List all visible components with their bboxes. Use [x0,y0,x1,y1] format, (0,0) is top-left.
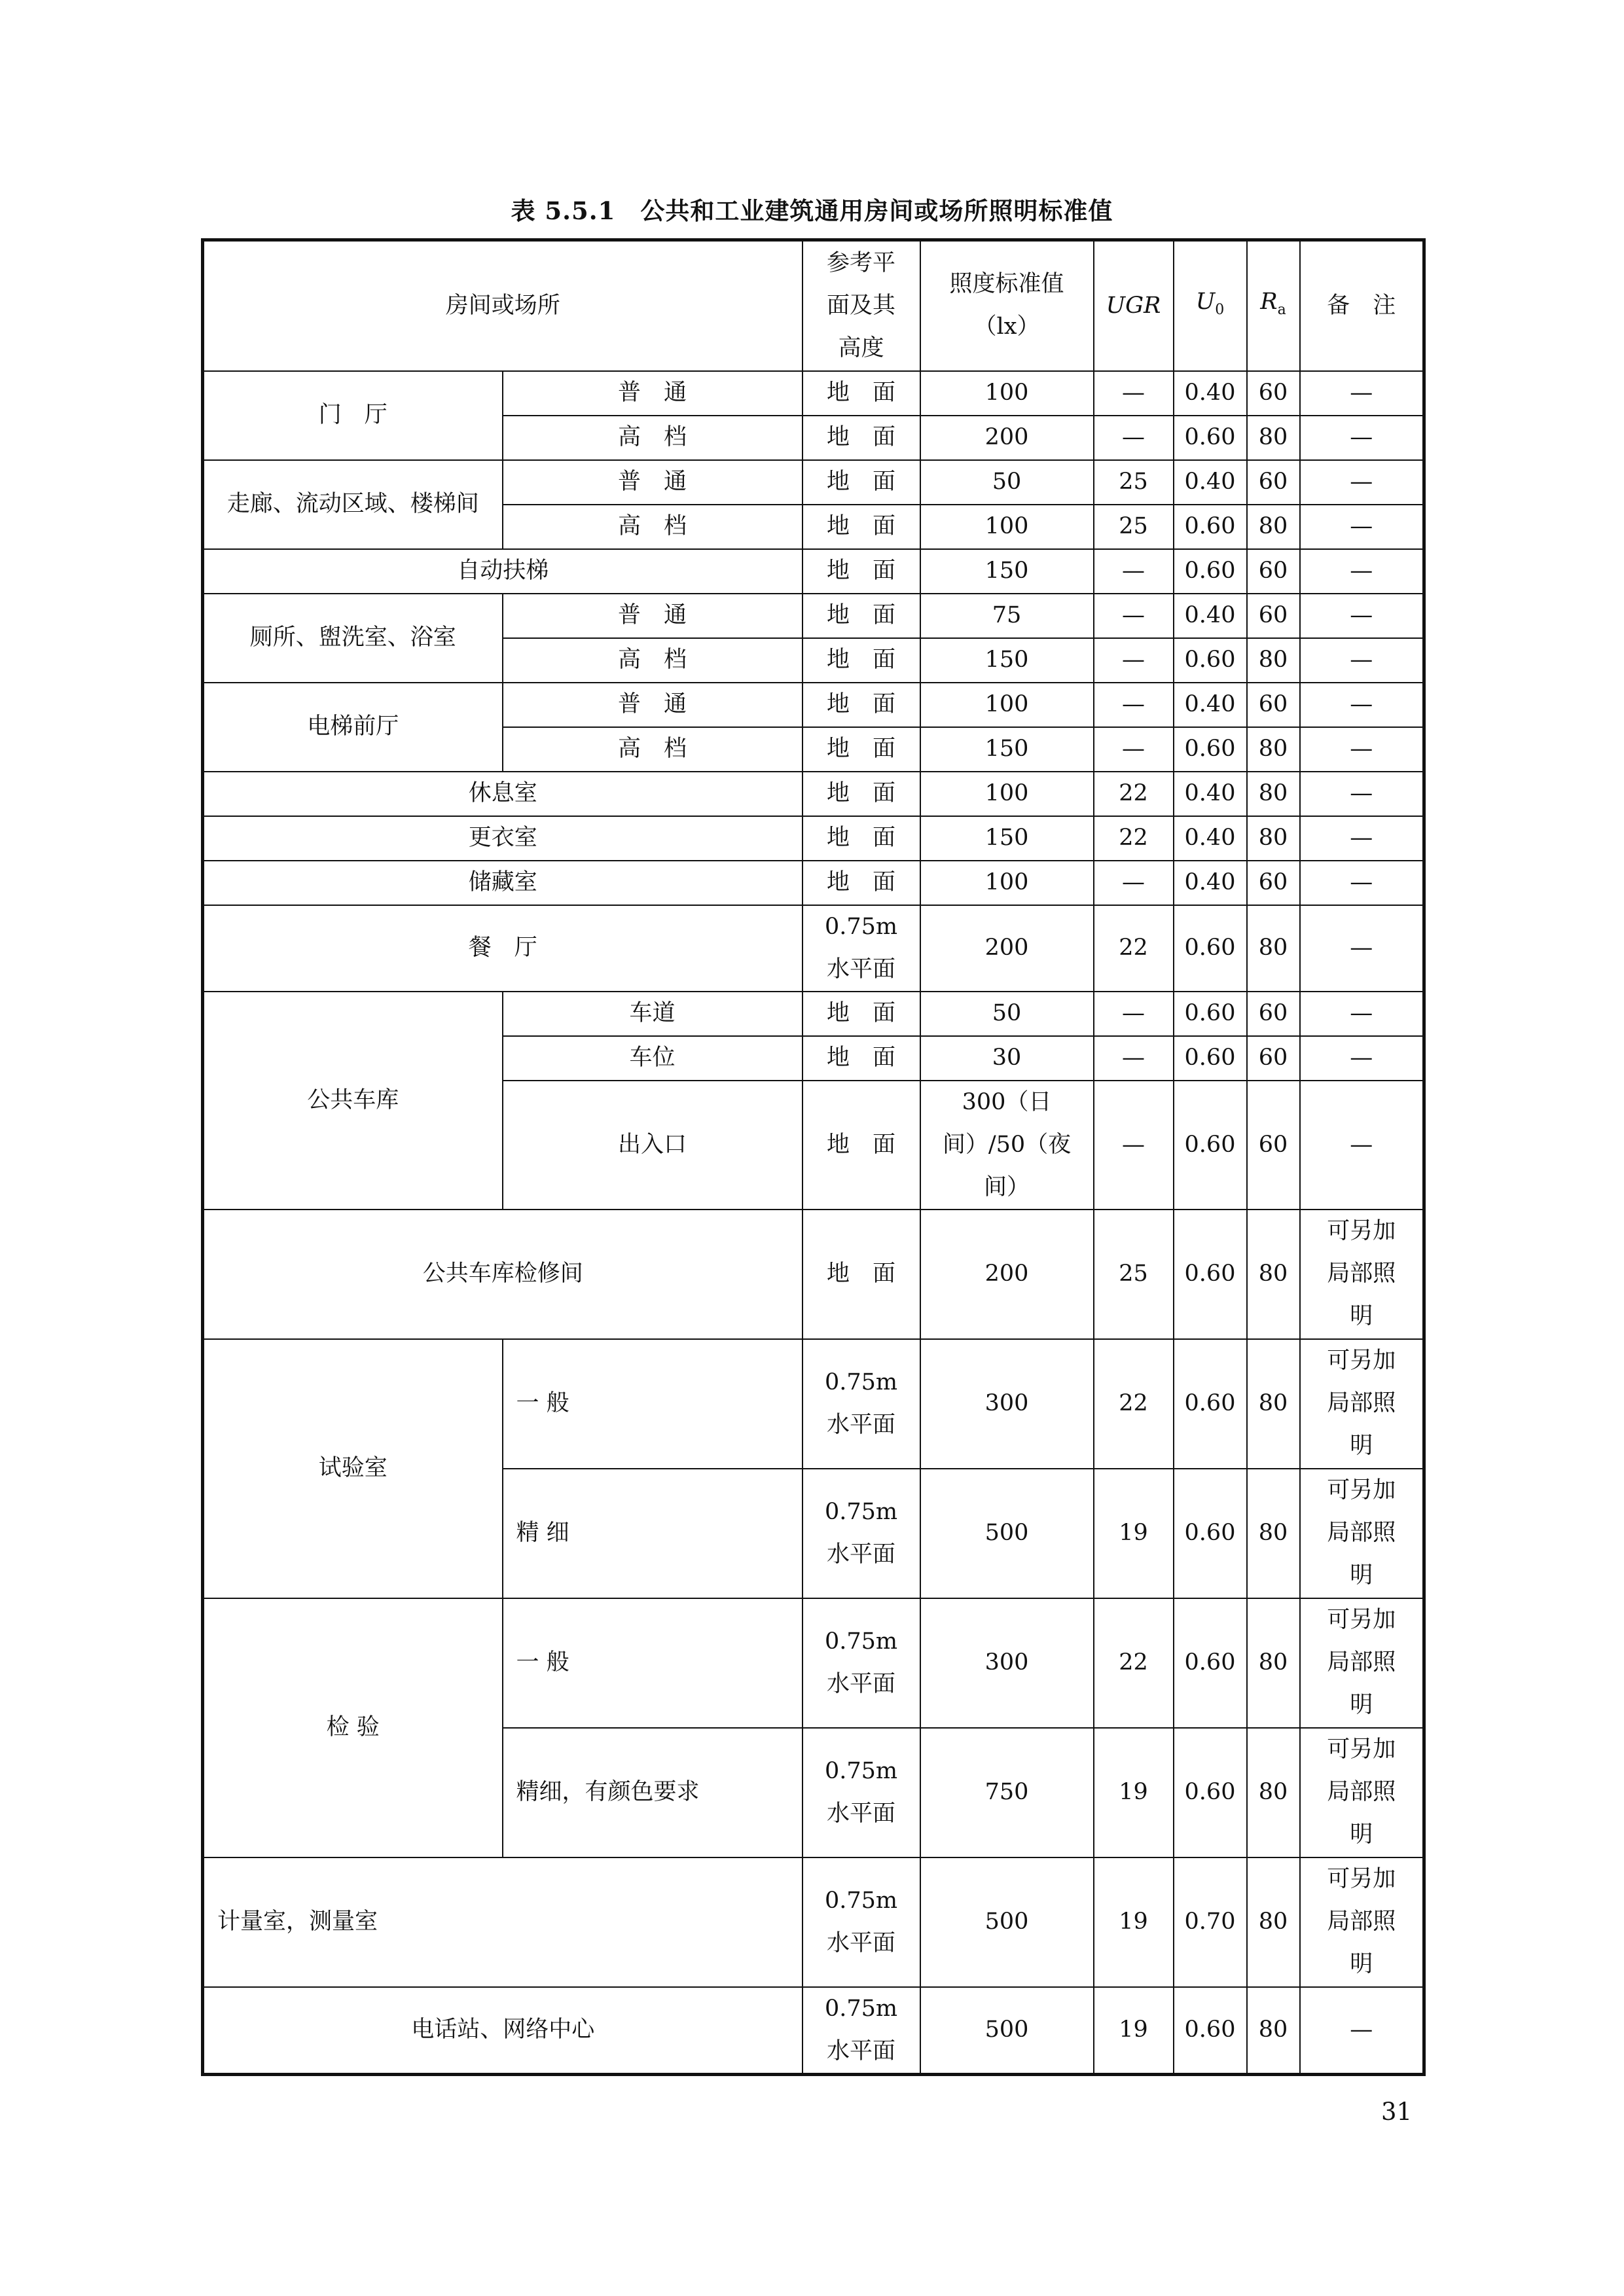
ra-value: 80 [1247,1339,1300,1469]
table-row [203,905,1424,992]
u0-value: 0.60 [1174,1987,1247,2075]
ugr-value: — [1094,727,1174,772]
reference-plane: 地 面 [803,549,920,594]
room-name: 检 验 [203,1598,503,1857]
ugr-value: — [1094,1081,1174,1210]
ra-value: 60 [1247,992,1300,1036]
reference-plane: 0.75m水平面 [803,1469,920,1598]
illuminance-value: 150 [920,549,1094,594]
illuminance-value: 300 [920,1339,1094,1469]
header-u0-symbol: U [1195,288,1216,315]
room-name: 计量室，测量室 [203,1857,803,1987]
ugr-value: 25 [1094,505,1174,549]
note-value: — [1300,905,1424,992]
ugr-value: — [1094,594,1174,638]
ugr-value: — [1094,416,1174,460]
reference-plane: 0.75m水平面 [803,1728,920,1857]
room-grade: 高 档 [503,727,803,772]
ra-value: 80 [1247,1728,1300,1857]
u0-value: 0.60 [1174,1036,1247,1081]
u0-value: 0.40 [1174,816,1247,861]
room-grade: 精 细 [503,1469,803,1598]
u0-value: 0.40 [1174,861,1247,905]
header-ugr: UGR [1094,240,1174,371]
illuminance-value: 75 [920,594,1094,638]
room-name: 走廊、流动区域、楼梯间 [203,460,503,549]
table-row [203,683,1424,727]
note-value: — [1300,416,1424,460]
ra-value: 80 [1247,816,1300,861]
note-value: — [1300,1081,1424,1210]
u0-value: 0.60 [1174,905,1247,992]
table-row [203,1339,1424,1469]
reference-plane: 地 面 [803,638,920,683]
table-row [203,816,1424,861]
table-row [203,1598,1424,1728]
reference-plane: 地 面 [803,1036,920,1081]
reference-plane: 地 面 [803,1081,920,1210]
room-name: 厕所、盥洗室、浴室 [203,594,503,683]
note-value: — [1300,594,1424,638]
ugr-value: 22 [1094,1339,1174,1469]
ugr-value: 22 [1094,905,1174,992]
ra-value: 60 [1247,1036,1300,1081]
room-name: 自动扶梯 [203,549,803,594]
u0-value: 0.60 [1174,1339,1247,1469]
room-grade: 高 档 [503,505,803,549]
ugr-value: — [1094,371,1174,416]
ugr-value: 22 [1094,772,1174,816]
room-grade: 车道 [503,992,803,1036]
u0-value: 0.60 [1174,1469,1247,1598]
ra-value: 60 [1247,460,1300,505]
ra-value: 80 [1247,505,1300,549]
note-value: 可另加局部照明 [1300,1728,1424,1857]
illuminance-value: 300 [920,1598,1094,1728]
note-value: 可另加局部照明 [1300,1857,1424,1987]
u0-value: 0.60 [1174,505,1247,549]
reference-plane: 0.75m水平面 [803,1598,920,1728]
u0-value: 0.40 [1174,460,1247,505]
u0-value: 0.40 [1174,371,1247,416]
illuminance-value: 200 [920,1210,1094,1339]
page-number: 31 [1381,2098,1413,2126]
table-row [203,1210,1424,1339]
u0-value: 0.70 [1174,1857,1247,1987]
u0-value: 0.40 [1174,683,1247,727]
note-value: — [1300,1987,1424,2075]
u0-value: 0.60 [1174,992,1247,1036]
ra-value: 60 [1247,1081,1300,1210]
ra-value: 60 [1247,683,1300,727]
ra-value: 80 [1247,1987,1300,2075]
table-row [203,992,1424,1036]
table-body [203,371,1424,2075]
header-u0 [1174,240,1247,371]
reference-plane: 地 面 [803,861,920,905]
illuminance-value: 150 [920,816,1094,861]
note-value: — [1300,727,1424,772]
room-name: 更衣室 [203,816,803,861]
ra-value: 80 [1247,1857,1300,1987]
u0-value: 0.40 [1174,772,1247,816]
illuminance-value: 50 [920,460,1094,505]
ra-value: 80 [1247,416,1300,460]
room-name: 休息室 [203,772,803,816]
room-grade: 精细，有颜色要求 [503,1728,803,1857]
room-name: 电话站、网络中心 [203,1987,803,2075]
ugr-value: — [1094,1036,1174,1081]
room-grade: 一 般 [503,1598,803,1728]
note-value: — [1300,371,1424,416]
u0-value: 0.60 [1174,1598,1247,1728]
reference-plane: 地 面 [803,505,920,549]
header-note: 备 注 [1300,240,1424,371]
table-row [203,1857,1424,1987]
lighting-standard-table [201,238,1426,2076]
header-place: 房间或场所 [203,240,803,371]
table-header-row [203,240,1424,371]
table-row [203,861,1424,905]
reference-plane: 地 面 [803,727,920,772]
illuminance-value: 750 [920,1728,1094,1857]
table-row [203,1987,1424,2075]
ugr-value: — [1094,683,1174,727]
reference-plane: 地 面 [803,460,920,505]
ugr-value: — [1094,638,1174,683]
ra-value: 80 [1247,1210,1300,1339]
illuminance-value: 50 [920,992,1094,1036]
illuminance-value: 100 [920,861,1094,905]
u0-value: 0.60 [1174,416,1247,460]
room-name: 公共车库检修间 [203,1210,803,1339]
u0-value: 0.60 [1174,638,1247,683]
illuminance-value: 500 [920,1857,1094,1987]
ra-value: 60 [1247,861,1300,905]
ra-value: 60 [1247,371,1300,416]
note-value: — [1300,460,1424,505]
illuminance-value: 100 [920,683,1094,727]
header-ra-symbol: R [1260,288,1278,315]
ra-value: 80 [1247,638,1300,683]
header-ref: 参考平面及其高度 [803,240,920,371]
note-value: — [1300,549,1424,594]
illuminance-value: 150 [920,638,1094,683]
room-grade: 出入口 [503,1081,803,1210]
ugr-value: — [1094,992,1174,1036]
u0-value: 0.60 [1174,549,1247,594]
note-value: — [1300,772,1424,816]
ra-value: 80 [1247,905,1300,992]
illuminance-value: 500 [920,1469,1094,1598]
reference-plane: 0.75m水平面 [803,905,920,992]
illuminance-value: 200 [920,905,1094,992]
header-ra [1247,240,1300,371]
ra-value: 80 [1247,1469,1300,1598]
note-value: 可另加局部照明 [1300,1210,1424,1339]
illuminance-value: 300（日间）/50（夜间） [920,1081,1094,1210]
header-u0-subscript: 0 [1215,301,1225,318]
room-grade: 高 档 [503,638,803,683]
note-value: — [1300,861,1424,905]
header-ra-subscript: a [1277,301,1286,318]
illuminance-value: 150 [920,727,1094,772]
table-row [203,772,1424,816]
ugr-value: 19 [1094,1469,1174,1598]
room-grade: 普 通 [503,371,803,416]
ra-value: 60 [1247,549,1300,594]
u0-value: 0.60 [1174,1210,1247,1339]
room-grade: 一 般 [503,1339,803,1469]
reference-plane: 地 面 [803,594,920,638]
ra-value: 80 [1247,727,1300,772]
ugr-value: 25 [1094,460,1174,505]
ugr-value: 22 [1094,816,1174,861]
note-value: — [1300,1036,1424,1081]
reference-plane: 地 面 [803,992,920,1036]
room-name: 餐 厅 [203,905,803,992]
ugr-value: 25 [1094,1210,1174,1339]
ugr-value: — [1094,861,1174,905]
table-row [203,594,1424,638]
illuminance-value: 30 [920,1036,1094,1081]
table-row [203,460,1424,505]
reference-plane: 0.75m水平面 [803,1857,920,1987]
room-grade: 车位 [503,1036,803,1081]
room-name: 门 厅 [203,371,503,460]
note-value: — [1300,992,1424,1036]
ra-value: 80 [1247,1598,1300,1728]
reference-plane: 地 面 [803,416,920,460]
ugr-value: 22 [1094,1598,1174,1728]
ugr-value: 19 [1094,1728,1174,1857]
reference-plane: 地 面 [803,772,920,816]
reference-plane: 地 面 [803,371,920,416]
illuminance-value: 100 [920,772,1094,816]
room-grade: 普 通 [503,460,803,505]
note-value: 可另加局部照明 [1300,1469,1424,1598]
ugr-value: 19 [1094,1987,1174,2075]
u0-value: 0.60 [1174,1728,1247,1857]
ra-value: 60 [1247,594,1300,638]
u0-value: 0.40 [1174,594,1247,638]
table-row [203,549,1424,594]
room-name: 试验室 [203,1339,503,1598]
illuminance-value: 500 [920,1987,1094,2075]
ugr-value: 19 [1094,1857,1174,1987]
u0-value: 0.60 [1174,727,1247,772]
note-value: — [1300,816,1424,861]
u0-value: 0.60 [1174,1081,1247,1210]
note-value: 可另加局部照明 [1300,1598,1424,1728]
ra-value: 80 [1247,772,1300,816]
illuminance-value: 100 [920,371,1094,416]
ugr-value: — [1094,549,1174,594]
room-grade: 普 通 [503,683,803,727]
note-value: — [1300,638,1424,683]
table-title: 表 5.5.1 公共和工业建筑通用房间或场所照明标准值 [511,196,1113,225]
illuminance-value: 200 [920,416,1094,460]
note-value: — [1300,683,1424,727]
note-value: — [1300,505,1424,549]
room-grade: 普 通 [503,594,803,638]
room-name: 储藏室 [203,861,803,905]
room-name: 公共车库 [203,992,503,1210]
reference-plane: 0.75m水平面 [803,1339,920,1469]
reference-plane: 地 面 [803,1210,920,1339]
header-lux: 照度标准值（lx） [920,240,1094,371]
reference-plane: 地 面 [803,816,920,861]
room-name: 电梯前厅 [203,683,503,772]
note-value: 可另加局部照明 [1300,1339,1424,1469]
illuminance-value: 100 [920,505,1094,549]
room-grade: 高 档 [503,416,803,460]
reference-plane: 地 面 [803,683,920,727]
reference-plane: 0.75m水平面 [803,1987,920,2075]
table-row [203,371,1424,416]
